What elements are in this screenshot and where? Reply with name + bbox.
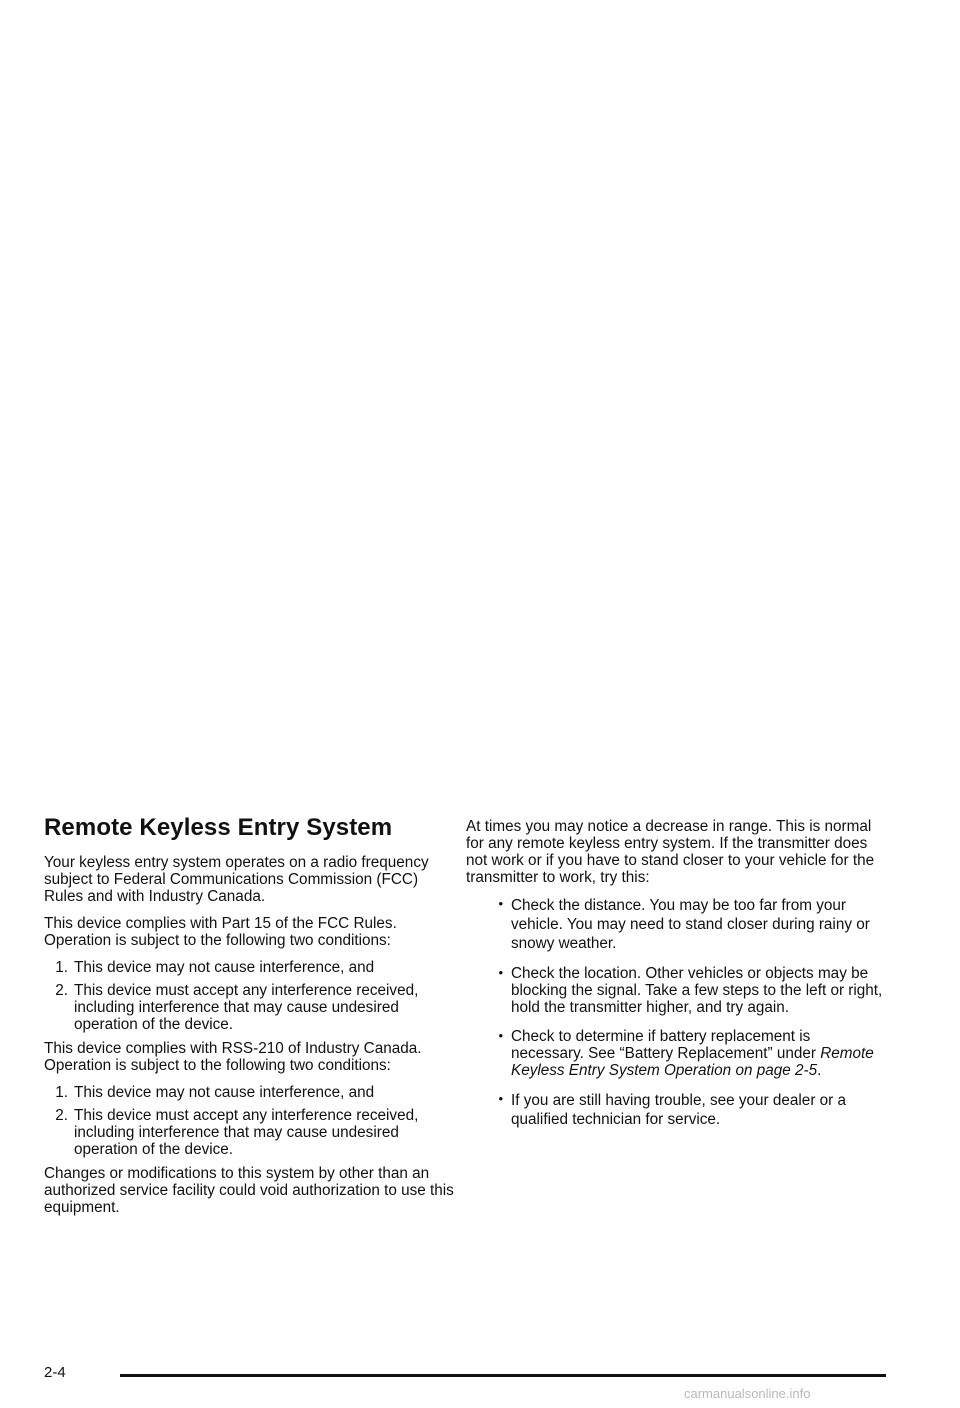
list-number: 1. [55,1084,68,1101]
modifications-paragraph: Changes or modifications to this system by other than an authorized service facility could void authorization to use this equipment. [44,1165,454,1216]
intro-paragraph: Your keyless entry system operates on a radio frequency subject to Federal Communications Commission (FCC) Rules and with Industry Canada. [44,854,429,905]
list-item [466,1091,886,1129]
battery-text: Check to determine if battery replacement is necessary. See “Battery Replacement” under [511,1028,816,1062]
list-text: If you are still having trouble, see your dealer or a qualified technician for service. [511,1092,847,1128]
right-column [466,818,886,1141]
list-item [466,896,886,953]
list-text: This device may not cause interference, and [74,959,375,976]
list-text: This device must accept any interference received, including interference that may cause undesired operation of the device. [74,982,419,1033]
bullet-icon: • [498,965,503,980]
list-text: This device must accept any interference received, including interference that may cause undesired operation of the device. [74,1107,419,1158]
canada-paragraph: This device complies with RSS-210 of Industry Canada. Operation is subject to the following two conditions: [44,1040,422,1074]
canada-conditions-list [44,1084,456,1158]
cross-reference-link[interactable]: Remote Keyless Entry System Operation on page 2-5 [511,1045,874,1079]
page-number: 2-4 [44,1364,66,1381]
list-item [44,1107,456,1158]
bullet-icon: • [498,1028,503,1043]
period: . [817,1062,822,1079]
watermark: carmanualsonline.info [684,1386,811,1401]
list-text [511,1028,886,1079]
footer-rule [120,1374,886,1377]
bullet-icon: • [498,896,503,911]
troubleshooting-list [466,896,886,1129]
list-item [44,982,456,1033]
list-number: 2. [55,982,68,999]
list-number: 2. [55,1107,68,1124]
range-paragraph: At times you may notice a decrease in range. This is normal for any remote keyless entry system. If the transmitter does not work or if you have to stand closer to your vehicle for the transmitter to work, try this: [466,818,875,886]
list-number: 1. [55,959,68,976]
fcc-paragraph: This device complies with Part 15 of the FCC Rules. Operation is subject to the following two conditions: [44,915,397,949]
left-column [44,814,456,1226]
list-item [466,1028,886,1079]
list-text: This device may not cause interference, and [74,1084,375,1101]
list-item [44,959,456,976]
list-item [466,965,886,1016]
bullet-icon: • [498,1091,503,1106]
fcc-conditions-list [44,959,456,1033]
section-title: Remote Keyless Entry System [44,814,393,841]
list-text: Check the distance. You may be too far from your vehicle. You may need to stand closer during rainy or snowy weather. [511,897,870,952]
list-text: Check the location. Other vehicles or objects may be blocking the signal. Take a few steps to the left or right, hold the transmitter higher, and try again. [511,965,883,1016]
list-item [44,1084,456,1101]
